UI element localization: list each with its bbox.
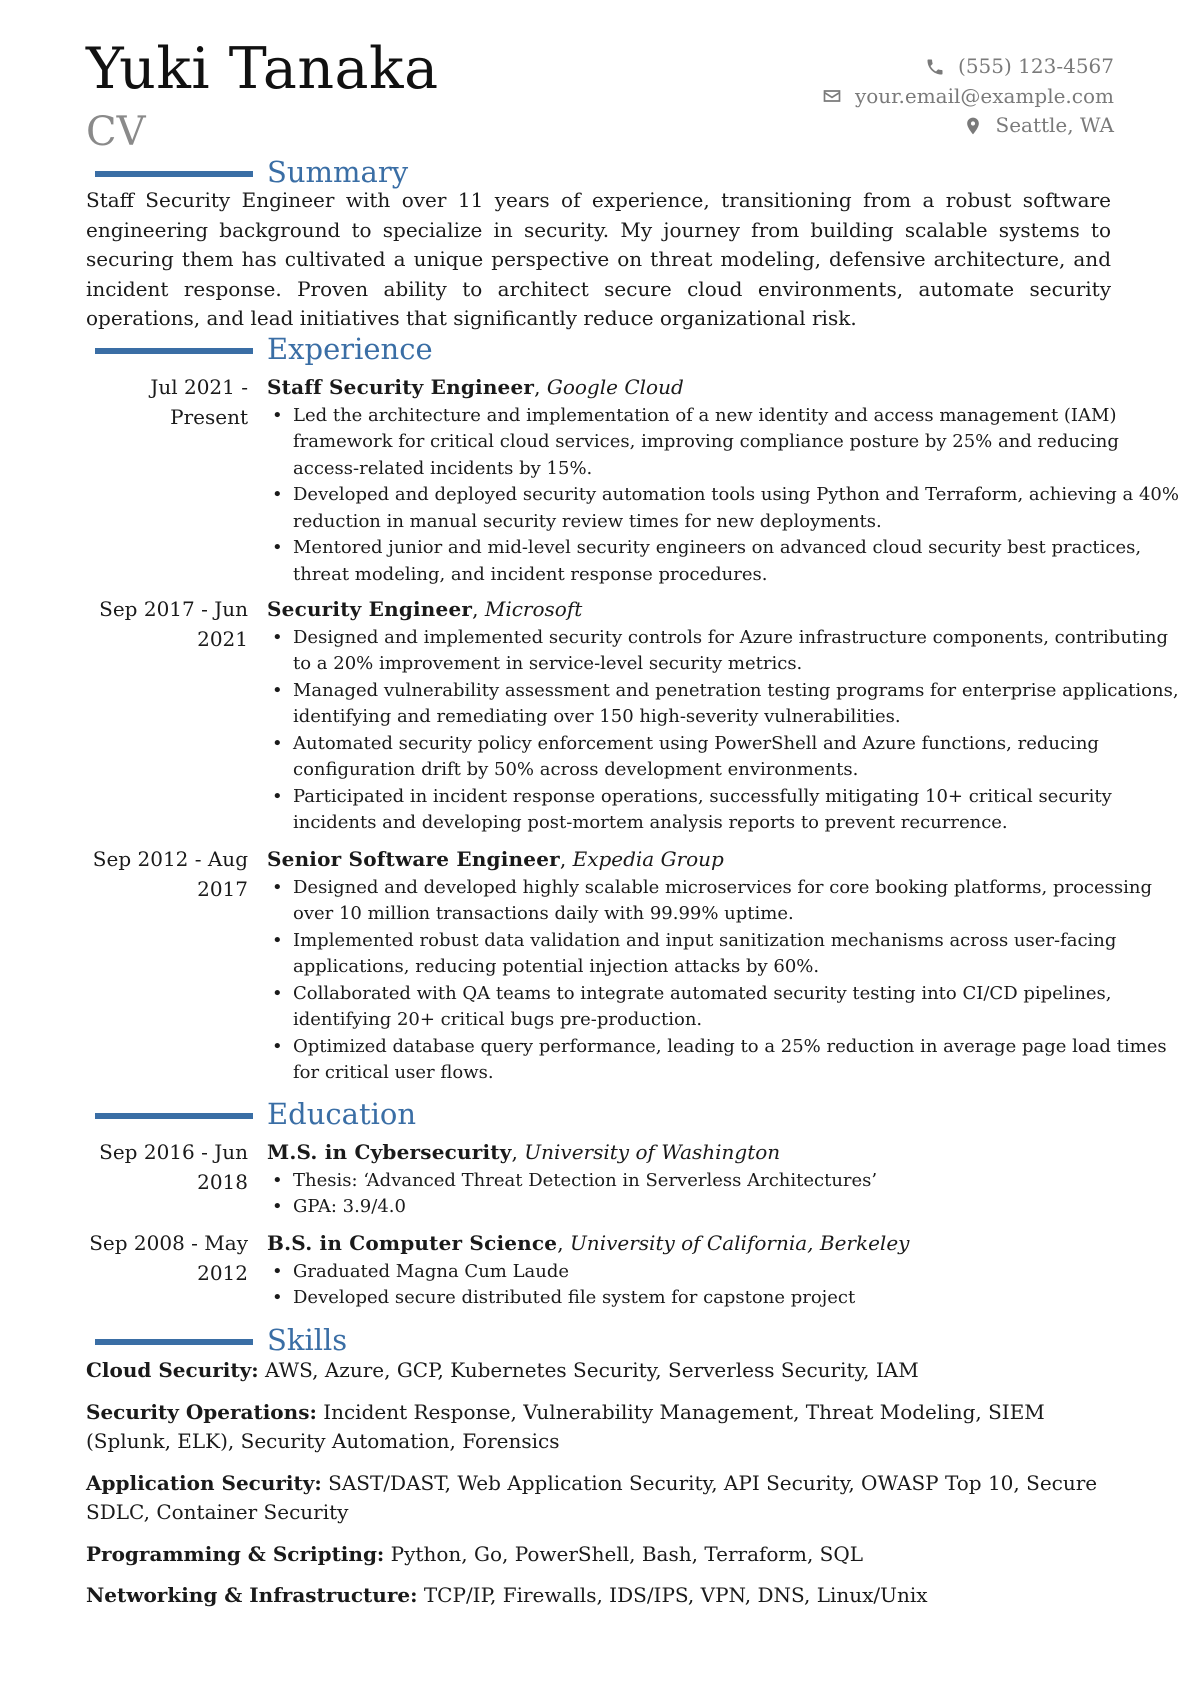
bullet-item: • Participated in incident response operations, successfully mitigating 10+ critical security incidents and developing post-mortem analysis reports to prevent recurrence. [267,784,1187,837]
skill-label: Application Security: [86,1470,322,1495]
school-name: University of California, Berkeley [569,1231,910,1255]
skill-row [86,1398,1116,1457]
phone-icon [925,57,945,77]
job-org: Microsoft [484,597,583,621]
bullet-item: • Automated security policy enforcement using PowerShell and Azure functions, reducing configuration drift by 50% across development environments. [267,731,1187,784]
entry-title: M.S. in Cybersecurity, University of Washington [267,1140,781,1164]
document-subtitle: CV [86,109,146,155]
bullet-item: • GPA: 3.9/4.0 [267,1194,1187,1221]
skill-row [86,1581,1116,1611]
bullet-list [267,875,1187,1087]
bullet-item: • Implemented robust data validation and input sanitization mechanisms across user-facing applications, reducing potential injection attacks by 60%. [267,928,1187,981]
bullet-item: • Collaborated with QA teams to integrate automated security testing into CI/CD pipelines, identifying 20+ critical bugs pre-production. [267,981,1187,1034]
skill-label: Programming & Scripting: [86,1541,385,1566]
entry-body [267,595,1187,837]
section-header-education [95,1097,1095,1140]
location-text: Seattle, WA [995,113,1114,137]
skills-list [86,1356,1116,1623]
bullet-item: • Designed and implemented security controls for Azure infrastructure components, contributing to a 20% improvement in service-level security metrics. [267,625,1187,678]
skill-value: TCP/IP, Firewalls, IDS/IPS, VPN, DNS, Linux/Unix [423,1583,928,1607]
section-title-experience: Experience [267,332,433,366]
job-role: Security Engineer [267,597,473,621]
entry-title: B.S. in Computer Science, University of California, Berkeley [267,1231,910,1255]
skill-label: Security Operations: [86,1399,317,1424]
bullet-item: • Optimized database query performance, leading to a 25% reduction in average page load times for critical user flows. [267,1034,1187,1087]
school-name: University of Washington [524,1140,781,1164]
bullet-item: • Managed vulnerability assessment and penetration testing programs for enterprise applications, identifying and remediating over 150 high-severity vulnerabilities. [267,678,1187,731]
phone-number: (555) 123-4567 [958,54,1114,78]
entry-title: Security Engineer, Microsoft [267,597,583,621]
section-accent-bar [95,348,253,354]
job-org: Google Cloud [546,375,684,399]
entry-title: Senior Software Engineer, Expedia Group [267,847,724,871]
skill-row [86,1540,1116,1570]
bullet-list [267,403,1187,589]
skill-label: Networking & Infrastructure: [86,1583,418,1607]
entry-body [267,845,1187,1087]
email-address[interactable]: your.email@example.com [854,83,1114,108]
entry-date: Sep 2016 - Jun 2018 [99,1140,248,1194]
summary-text: Staff Security Engineer with over 11 years of experience, transitioning from a robust software engineering background to specialize in security. My journey from building scalable systems to securing them has cultivated a unique perspective on threat modeling, defensive architecture, and incident response. Proven ability to architect secure cloud environments, automate security operations, and lead initiatives that significantly reduce organizational risk. [86,188,1111,330]
contact-location [822,111,1114,141]
bullet-item: • Thesis: ‘Advanced Threat Detection in Serverless Architectures’ [267,1168,1187,1195]
entry-date: Sep 2008 - May 2012 [89,1231,248,1285]
job-role: Senior Software Engineer [267,847,560,871]
skill-row [86,1469,1116,1528]
job-org: Expedia Group [572,847,724,871]
skill-value: Python, Go, PowerShell, Bash, Terraform, SQL [390,1541,864,1566]
bullet-list [267,625,1187,837]
skill-value: SAST/DAST, Web Application Security, API Security, OWASP Top 10, Secure SDLC, Container Security [86,1470,1098,1524]
section-title-education: Education [267,1097,417,1131]
entry-date: Sep 2012 - Aug 2017 [92,847,248,901]
entry-title: Staff Security Engineer, Google Cloud [267,375,684,399]
bullet-list [267,1259,1187,1312]
skill-row [86,1356,1116,1386]
entry-body [267,1229,1187,1312]
skill-value: Incident Response, Vulnerability Management, Threat Modeling, SIEM (Splunk, ELK), Security Automation, Forensics [86,1399,1045,1453]
map-marker-icon [963,116,983,136]
section-header-experience [95,332,1095,375]
section-accent-bar [95,171,253,177]
bullet-item: • Led the architecture and implementation of a new identity and access management (IAM) framework for critical cloud services, improving compliance posture by 25% and reducing access-related incidents by 15%. [267,403,1187,483]
bullet-item: • Graduated Magna Cum Laude [267,1259,1187,1286]
section-accent-bar [95,1339,253,1345]
entry-body [267,1138,1187,1221]
section-title-skills: Skills [267,1323,348,1357]
degree-name: B.S. in Computer Science [267,1231,558,1255]
bullet-item: • Developed and deployed security automation tools using Python and Terraform, achieving a 40% reduction in manual security review times for new deployments. [267,482,1187,535]
envelope-icon [822,86,842,106]
section-accent-bar [95,1113,253,1119]
section-title-summary: Summary [267,155,409,189]
candidate-name: Yuki Tanaka [86,36,439,102]
contact-email [822,82,1114,112]
contact-block [822,52,1114,141]
bullet-list [267,1168,1187,1221]
skill-value: AWS, Azure, GCP, Kubernetes Security, Serverless Security, IAM [264,1358,919,1382]
bullet-item: • Developed secure distributed file system for capstone project [267,1285,1187,1312]
degree-name: M.S. in Cybersecurity [267,1140,512,1164]
bullet-item: • Mentored junior and mid-level security engineers on advanced cloud security best practices, threat modeling, and incident response procedures. [267,535,1187,588]
bullet-item: • Designed and developed highly scalable microservices for core booking platforms, processing over 10 million transactions daily with 99.99% uptime. [267,875,1187,928]
contact-phone [822,52,1114,82]
job-role: Staff Security Engineer [267,375,535,399]
entry-date: Jul 2021 - Present [150,375,248,429]
entry-body [267,373,1187,588]
skill-label: Cloud Security: [86,1358,259,1382]
entry-date: Sep 2017 - Jun 2021 [99,597,248,651]
